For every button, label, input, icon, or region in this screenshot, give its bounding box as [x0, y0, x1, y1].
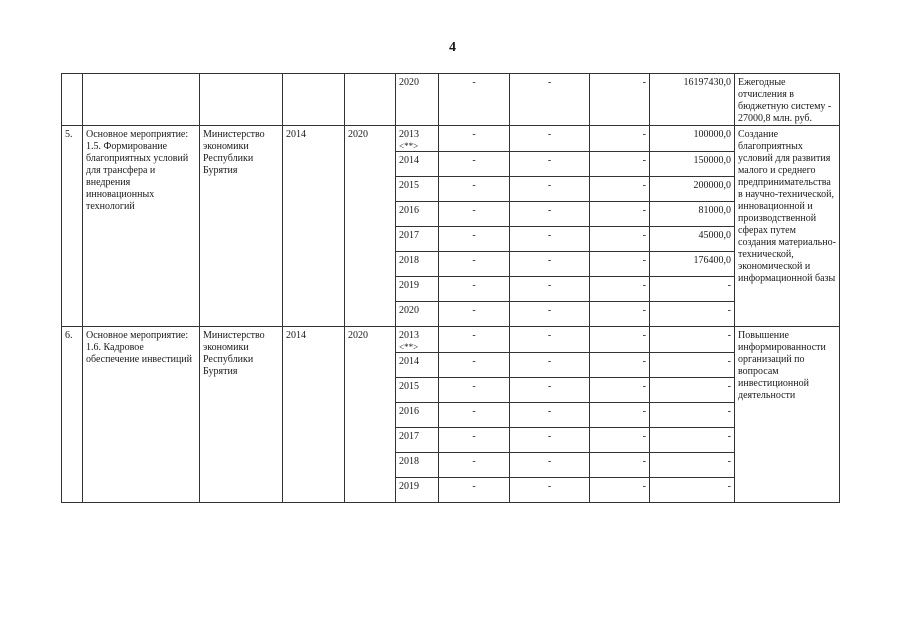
funding-cell-v1: - — [439, 152, 510, 177]
funding-cell-v1: - — [439, 453, 510, 478]
funding-cell-v3: - — [590, 177, 650, 202]
funding-cell-v3: - — [590, 126, 650, 152]
year-cell — [396, 277, 439, 302]
funding-cell-v1: - — [439, 126, 510, 152]
funding-cell-v1: - — [439, 302, 510, 327]
year-label: 2015 — [399, 381, 419, 392]
num-cell: 5. — [62, 126, 83, 327]
funding-cell-v2: - — [510, 227, 590, 252]
funding-cell-v2: - — [510, 152, 590, 177]
year-cell — [396, 302, 439, 327]
expected-result-cell: Создание благоприятных условий для развития малого и среднего предпринимательства в научно-технической, инновационной и производственной сферах путем создания материально-технической, экономической и информационной базы — [735, 126, 840, 327]
funding-cell-v4: - — [650, 353, 735, 378]
funding-cell-v4: 100000,0 — [650, 126, 735, 152]
funding-cell-v3: - — [590, 252, 650, 277]
funding-cell-v1: - — [439, 74, 510, 126]
year-label: 2020 — [399, 77, 419, 88]
funding-cell-v2: - — [510, 252, 590, 277]
funding-cell-v4: 45000,0 — [650, 227, 735, 252]
year-label: 2019 — [399, 280, 419, 291]
year-cell — [396, 202, 439, 227]
funding-cell-v4: - — [650, 478, 735, 503]
year-label: 2014 — [399, 155, 419, 166]
funding-cell-v2: - — [510, 378, 590, 403]
year-cell — [396, 453, 439, 478]
year-label: 2017 — [399, 230, 419, 241]
year-label: 2016 — [399, 205, 419, 216]
year-cell — [396, 353, 439, 378]
year-label: 2020 — [399, 305, 419, 316]
year-cell — [396, 403, 439, 428]
year-label: 2017 — [399, 431, 419, 442]
expected-result-cell: Ежегодные отчисления в бюджетную систему - 27000,8 млн. руб. — [735, 74, 840, 126]
year-cell — [396, 177, 439, 202]
event-name-cell: Основное мероприятие: 1.5. Формирование благоприятных условий для трансфера и внедрения инновационных технологий — [83, 126, 200, 327]
year-note: <**> — [399, 342, 419, 352]
year-label: 2019 — [399, 481, 419, 492]
funding-cell-v3: - — [590, 327, 650, 353]
funding-cell-v3: - — [590, 403, 650, 428]
year-label: 2016 — [399, 406, 419, 417]
year-cell — [396, 227, 439, 252]
funding-cell-v3: - — [590, 478, 650, 503]
year-cell — [396, 152, 439, 177]
program-table — [61, 73, 840, 503]
event-name-cell — [83, 74, 200, 126]
funding-cell-v3: - — [590, 277, 650, 302]
funding-cell-v1: - — [439, 378, 510, 403]
expected-result-cell: Повышение информированности организаций по вопросам инвестиционной деятельности — [735, 327, 840, 503]
funding-cell-v2: - — [510, 327, 590, 353]
funding-cell-v1: - — [439, 428, 510, 453]
funding-cell-v2: - — [510, 177, 590, 202]
funding-cell-v4: - — [650, 378, 735, 403]
funding-cell-v1: - — [439, 353, 510, 378]
funding-cell-v3: - — [590, 453, 650, 478]
funding-cell-v3: - — [590, 152, 650, 177]
funding-cell-v1: - — [439, 478, 510, 503]
year-label: 2013 — [399, 129, 419, 140]
end-year-cell — [345, 74, 396, 126]
funding-cell-v4: - — [650, 453, 735, 478]
funding-cell-v4: 150000,0 — [650, 152, 735, 177]
funding-cell-v1: - — [439, 227, 510, 252]
funding-cell-v4: 176400,0 — [650, 252, 735, 277]
year-label: 2018 — [399, 255, 419, 266]
funding-cell-v2: - — [510, 353, 590, 378]
year-cell — [396, 74, 439, 126]
num-cell — [62, 74, 83, 126]
year-cell — [396, 378, 439, 403]
start-year-cell: 2014 — [283, 126, 345, 327]
funding-cell-v3: - — [590, 378, 650, 403]
table-row — [62, 74, 840, 126]
start-year-cell: 2014 — [283, 327, 345, 503]
funding-cell-v2: - — [510, 453, 590, 478]
funding-cell-v2: - — [510, 277, 590, 302]
funding-cell-v1: - — [439, 327, 510, 353]
event-name-cell: Основное мероприятие: 1.6. Кадровое обеспечение инвестиций — [83, 327, 200, 503]
executor-cell — [200, 74, 283, 126]
executor-cell: Министерство экономики Республики Бурятия — [200, 327, 283, 503]
funding-cell-v3: - — [590, 428, 650, 453]
year-cell — [396, 478, 439, 503]
year-label: 2018 — [399, 456, 419, 467]
year-cell — [396, 252, 439, 277]
funding-cell-v4: 81000,0 — [650, 202, 735, 227]
funding-cell-v4: - — [650, 428, 735, 453]
funding-cell-v3: - — [590, 353, 650, 378]
year-label: 2015 — [399, 180, 419, 191]
funding-cell-v1: - — [439, 277, 510, 302]
year-cell — [396, 126, 439, 152]
funding-cell-v4: - — [650, 327, 735, 353]
year-note: <**> — [399, 141, 419, 151]
funding-cell-v4: 200000,0 — [650, 177, 735, 202]
page-number: 4 — [449, 40, 456, 55]
end-year-cell: 2020 — [345, 126, 396, 327]
year-cell — [396, 327, 439, 353]
funding-cell-v4: - — [650, 403, 735, 428]
year-label: 2013 — [399, 330, 419, 341]
funding-cell-v1: - — [439, 252, 510, 277]
funding-cell-v3: - — [590, 74, 650, 126]
funding-cell-v1: - — [439, 403, 510, 428]
end-year-cell: 2020 — [345, 327, 396, 503]
funding-cell-v2: - — [510, 126, 590, 152]
funding-cell-v4: - — [650, 277, 735, 302]
funding-cell-v2: - — [510, 403, 590, 428]
funding-cell-v1: - — [439, 177, 510, 202]
year-cell — [396, 428, 439, 453]
funding-cell-v2: - — [510, 428, 590, 453]
funding-cell-v4: 16197430,0 — [650, 74, 735, 126]
funding-cell-v2: - — [510, 74, 590, 126]
table-row — [62, 126, 840, 152]
funding-cell-v3: - — [590, 302, 650, 327]
funding-cell-v1: - — [439, 202, 510, 227]
funding-cell-v3: - — [590, 202, 650, 227]
funding-cell-v2: - — [510, 202, 590, 227]
executor-cell: Министерство экономики Республики Бурятия — [200, 126, 283, 327]
funding-cell-v2: - — [510, 302, 590, 327]
num-cell: 6. — [62, 327, 83, 503]
start-year-cell — [283, 74, 345, 126]
funding-cell-v3: - — [590, 227, 650, 252]
table-row — [62, 327, 840, 353]
funding-cell-v2: - — [510, 478, 590, 503]
year-label: 2014 — [399, 356, 419, 367]
funding-cell-v4: - — [650, 302, 735, 327]
